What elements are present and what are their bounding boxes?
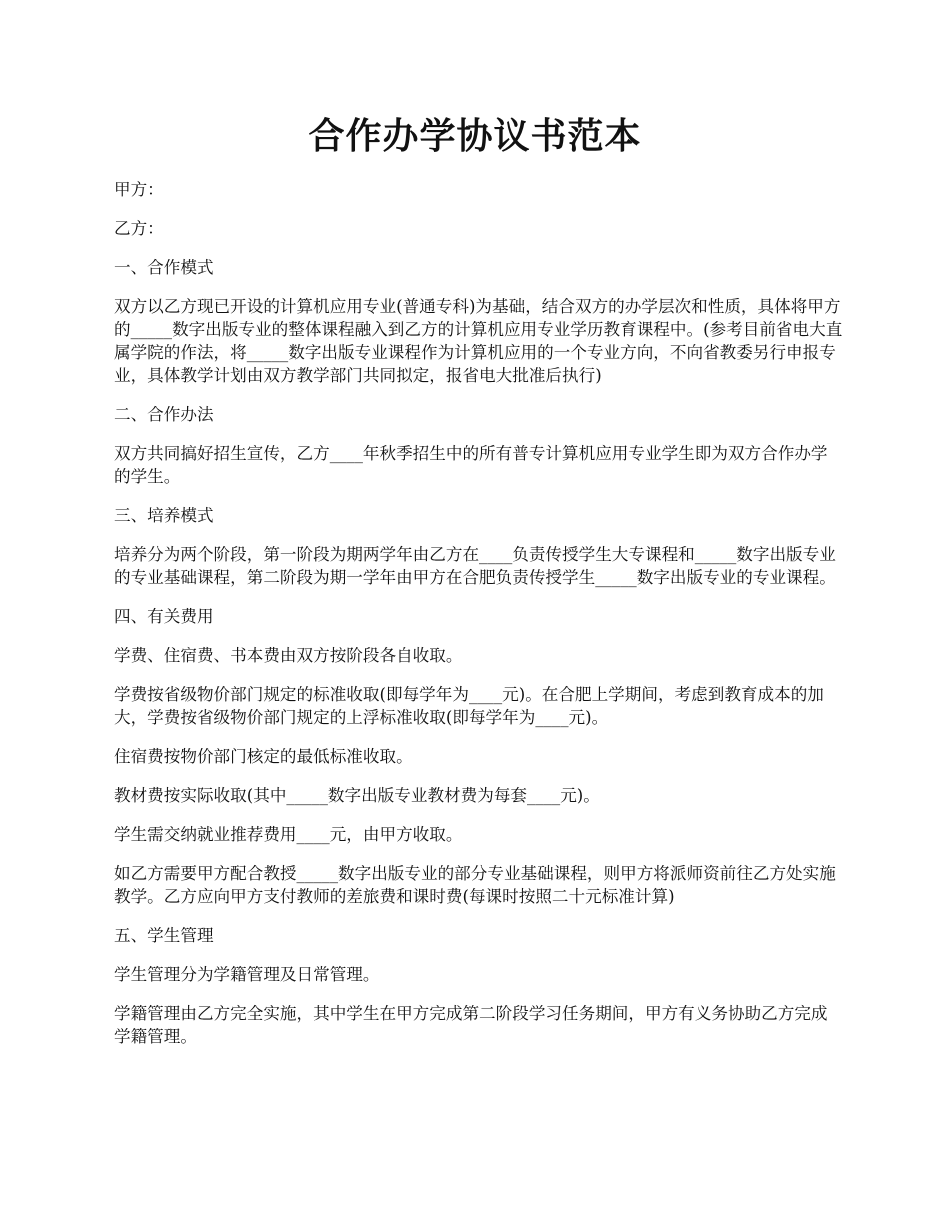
section-heading-cooperation-mode: 一、合作模式 [114,258,214,277]
section-heading-fees: 四、有关费用 [114,607,214,626]
document-body [114,178,844,1064]
paragraph-training-mode: 培养分为两个阶段，第一阶段为期两学年由乙方在____负责传授学生大专课程和_____数字出版专业的专业基础课程，第二阶段为期一学年由甲方在合肥负责传授学生_____数字出版专业的专业课程。 [114,545,836,587]
section-heading-student-management: 五、学生管理 [114,926,214,945]
paragraph-cooperation-method: 双方共同搞好招生宣传，乙方____年秋季招生中的所有普专计算机应用专业学生即为双方合作办学的学生。 [114,444,828,486]
document-title: 合作办学协议书范本 [308,115,642,157]
paragraph-textbooks: 教材费按实际收取(其中_____数字出版专业教材费为每套____元)。 [114,786,600,805]
paragraph-accommodation: 住宿费按物价部门核定的最低标准收取。 [114,747,413,766]
party-b-line: 乙方： [114,219,164,238]
party-a-line: 甲方： [114,180,164,199]
section-heading-cooperation-method: 二、合作办法 [114,405,214,424]
paragraph-fees-collection: 学费、住宿费、书本费由双方按阶段各自收取。 [114,646,463,665]
paragraph-enrollment-management: 学籍管理由乙方完全实施，其中学生在甲方完成第二阶段学习任务期间，甲方有义务协助乙方完成学籍管理。 [114,1004,828,1046]
paragraph-cooperation-mode: 双方以乙方现已开设的计算机应用专业(普通专科)为基础，结合双方的办学层次和性质，具体将甲方的_____数字出版专业的整体课程融入到乙方的计算机应用专业学历教育课程中。(参考目前省电大直属学院的作法，将_____数字出版专业课程作为计算机应用的一个专业方向，不向省教委另行申报专业，具体教学计划由双方教学部门共同拟定，报省电大批准后执行) [114,297,843,385]
paragraph-teaching-support: 如乙方需要甲方配合教授_____数字出版专业的部分专业基础课程，则甲方将派师资前往乙方处实施教学。乙方应向甲方支付教师的差旅费和课时费(每课时按照二十元标准计算) [114,864,836,906]
paragraph-tuition: 学费按省级物价部门规定的标准收取(即每学年为____元)。在合肥上学期间，考虑到教育成本的加大，学费按省级物价部门规定的上浮标准收取(即每学年为____元)。 [114,685,824,727]
paragraph-employment-fee: 学生需交纳就业推荐费用____元，由甲方收取。 [114,825,463,844]
paragraph-management-types: 学生管理分为学籍管理及日常管理。 [114,965,380,984]
section-heading-training-mode: 三、培养模式 [114,506,214,525]
